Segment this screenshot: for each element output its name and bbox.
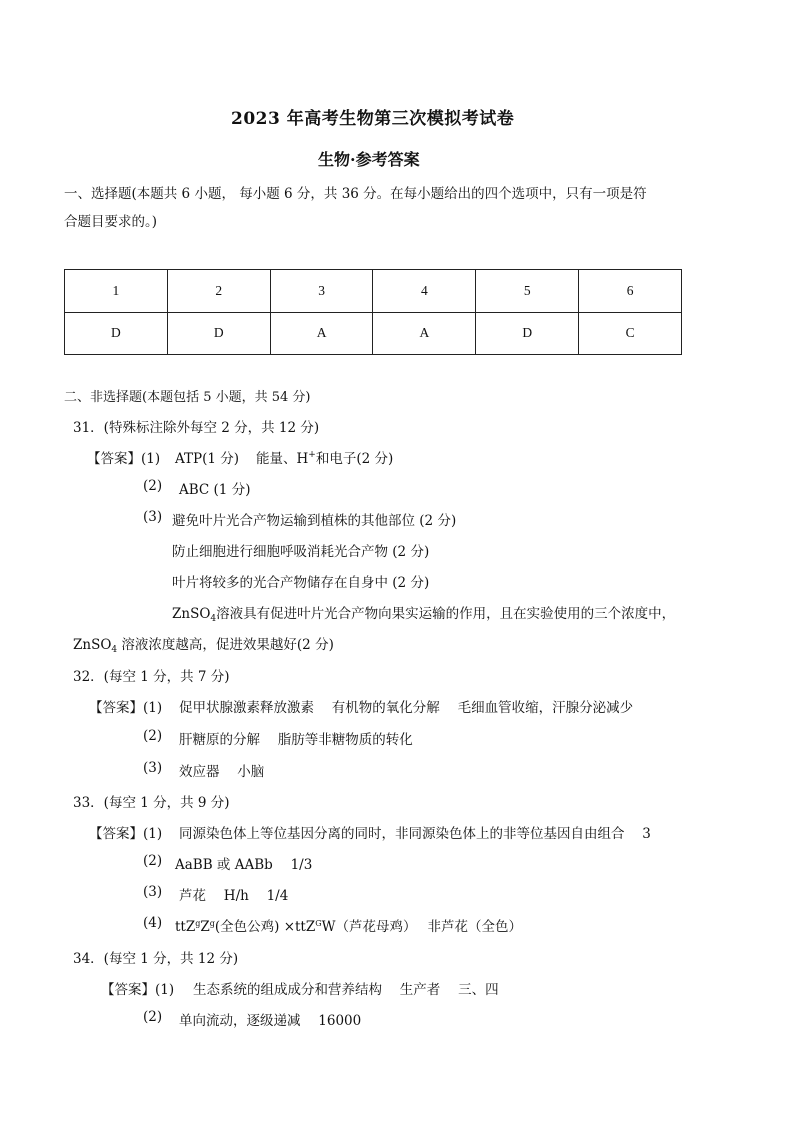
q32-answer-tag: 【答案】(1): [89, 700, 163, 716]
q34-answer-1: 生态系统的组成成分和营养结构 生产者 三、四: [193, 982, 499, 998]
q33-answer-4: [175, 915, 522, 935]
formula-subscript: 4: [210, 614, 217, 624]
genotype-superscript: G: [315, 919, 322, 928]
q32-heading: 32．(每空 1 分，共 7 分): [73, 669, 230, 685]
q32-answer-2: 肝糖原的分解 脂肪等非糖物质的转化: [179, 732, 413, 748]
q32-number-3: (3): [143, 760, 163, 776]
page-title: 2023 年高考生物第三次模拟考试卷: [231, 109, 515, 129]
q32-answer-1: 促甲状腺激素释放激素 有机物的氧化分解 毛细血管收缩，汗腺分泌减少: [179, 700, 634, 716]
answer-cell: D: [65, 312, 168, 355]
q31-answer-1b-text: 能量、H: [256, 451, 309, 467]
genotype-superscript: g: [195, 919, 201, 928]
answer-cell: D: [476, 312, 579, 355]
q32-number-2: (2): [143, 728, 163, 744]
q33-answer-1: 同源染色体上等位基因分离的同时，非同源染色体上的非等位基因自由组合 3: [179, 826, 651, 842]
q31-answer-1a: ATP(1 分): [175, 451, 240, 467]
q33-number-2: (2): [143, 853, 163, 869]
q33-answer-3: 芦花 H/h 1/4: [179, 888, 289, 904]
q33-answer-2: AaBB 或 AABb 1/3: [175, 857, 313, 873]
q31-answer-3c: 叶片将较多的光合产物储存在自身中 (2 分): [172, 575, 430, 591]
question-number-cell: 4: [373, 270, 476, 313]
q33-answer-tag: 【答案】(1): [89, 826, 163, 842]
q34-number-2: (2): [143, 1009, 163, 1025]
q31-answer-2: ABC (1 分): [179, 482, 251, 498]
hydrogen-ion-superscript: +: [308, 450, 316, 460]
question-number-cell: 5: [476, 270, 579, 313]
answer-table-answer-row: [65, 312, 682, 355]
section2-heading: 二、非选择题(本题包括 5 小题，共 54 分): [64, 390, 311, 405]
answer-cell: A: [373, 312, 476, 355]
q34-answer-tag: 【答案】(1): [101, 982, 175, 998]
formula-text: ZnSO: [73, 637, 112, 653]
section1-instruction-line2: 合题目要求的。): [64, 214, 158, 230]
q33-number-4: (4): [143, 915, 163, 931]
q34-heading: 34．(每空 1 分，共 12 分): [73, 951, 239, 967]
q31-answer-1b-rest: 和电子(2 分): [315, 451, 394, 467]
question-number-cell: 2: [167, 270, 270, 313]
q33-heading: 33．(每空 1 分，共 9 分): [73, 795, 230, 811]
question-number-cell: 3: [270, 270, 373, 313]
genotype-text: W（芦花母鸡） 非芦花（全色）: [321, 919, 523, 935]
genotype-superscript: g: [209, 919, 215, 928]
answer-table: [64, 269, 682, 355]
q31-answer-3d-rest: 溶液具有促进叶片光合产物向果实运输的作用，且在实验使用的三个浓度中，: [216, 606, 676, 622]
q31-heading: 31．(特殊标注除外每空 2 分，共 12 分): [73, 420, 320, 436]
question-number-cell: 6: [579, 270, 682, 313]
q31-answer-3e-rest: 溶液浓度越高，促进效果越好(2 分): [117, 637, 334, 653]
q31-answer-3b: 防止细胞进行细胞呼吸消耗光合产物 (2 分): [172, 544, 430, 560]
q31-number-3: (3): [143, 509, 163, 525]
genotype-text: ttZ: [175, 919, 196, 935]
question-number-cell: 1: [65, 270, 168, 313]
answer-cell: D: [167, 312, 270, 355]
q31-answer-3a: 避免叶片光合产物运输到植株的其他部位 (2 分): [172, 513, 457, 529]
q31-answer-3d: [172, 602, 675, 622]
q31-answer-tag: 【答案】(1): [87, 451, 161, 467]
formula-subscript: 4: [111, 645, 118, 655]
page-subtitle: 生物·参考答案: [318, 150, 420, 169]
genotype-text: Z: [200, 919, 210, 935]
answer-cell: C: [579, 312, 682, 355]
q32-answer-3: 效应器 小脑: [179, 764, 265, 780]
q31-answer-3e: [73, 633, 334, 653]
answer-table-header-row: [65, 270, 682, 313]
q34-answer-2: 单向流动，逐级递减 16000: [179, 1013, 362, 1029]
genotype-text: (全色公鸡) ×ttZ: [214, 919, 316, 935]
formula-text: ZnSO: [172, 606, 211, 622]
section1-instruction-line1: 一、选择题(本题共 6 小题， 每小题 6 分，共 36 分。在每小题给出的四个选项中，只有一项是符: [64, 186, 647, 202]
q31-number-2: (2): [143, 478, 163, 494]
answer-cell: A: [270, 312, 373, 355]
q33-number-3: (3): [143, 884, 163, 900]
q31-answer-1b: [256, 447, 393, 467]
